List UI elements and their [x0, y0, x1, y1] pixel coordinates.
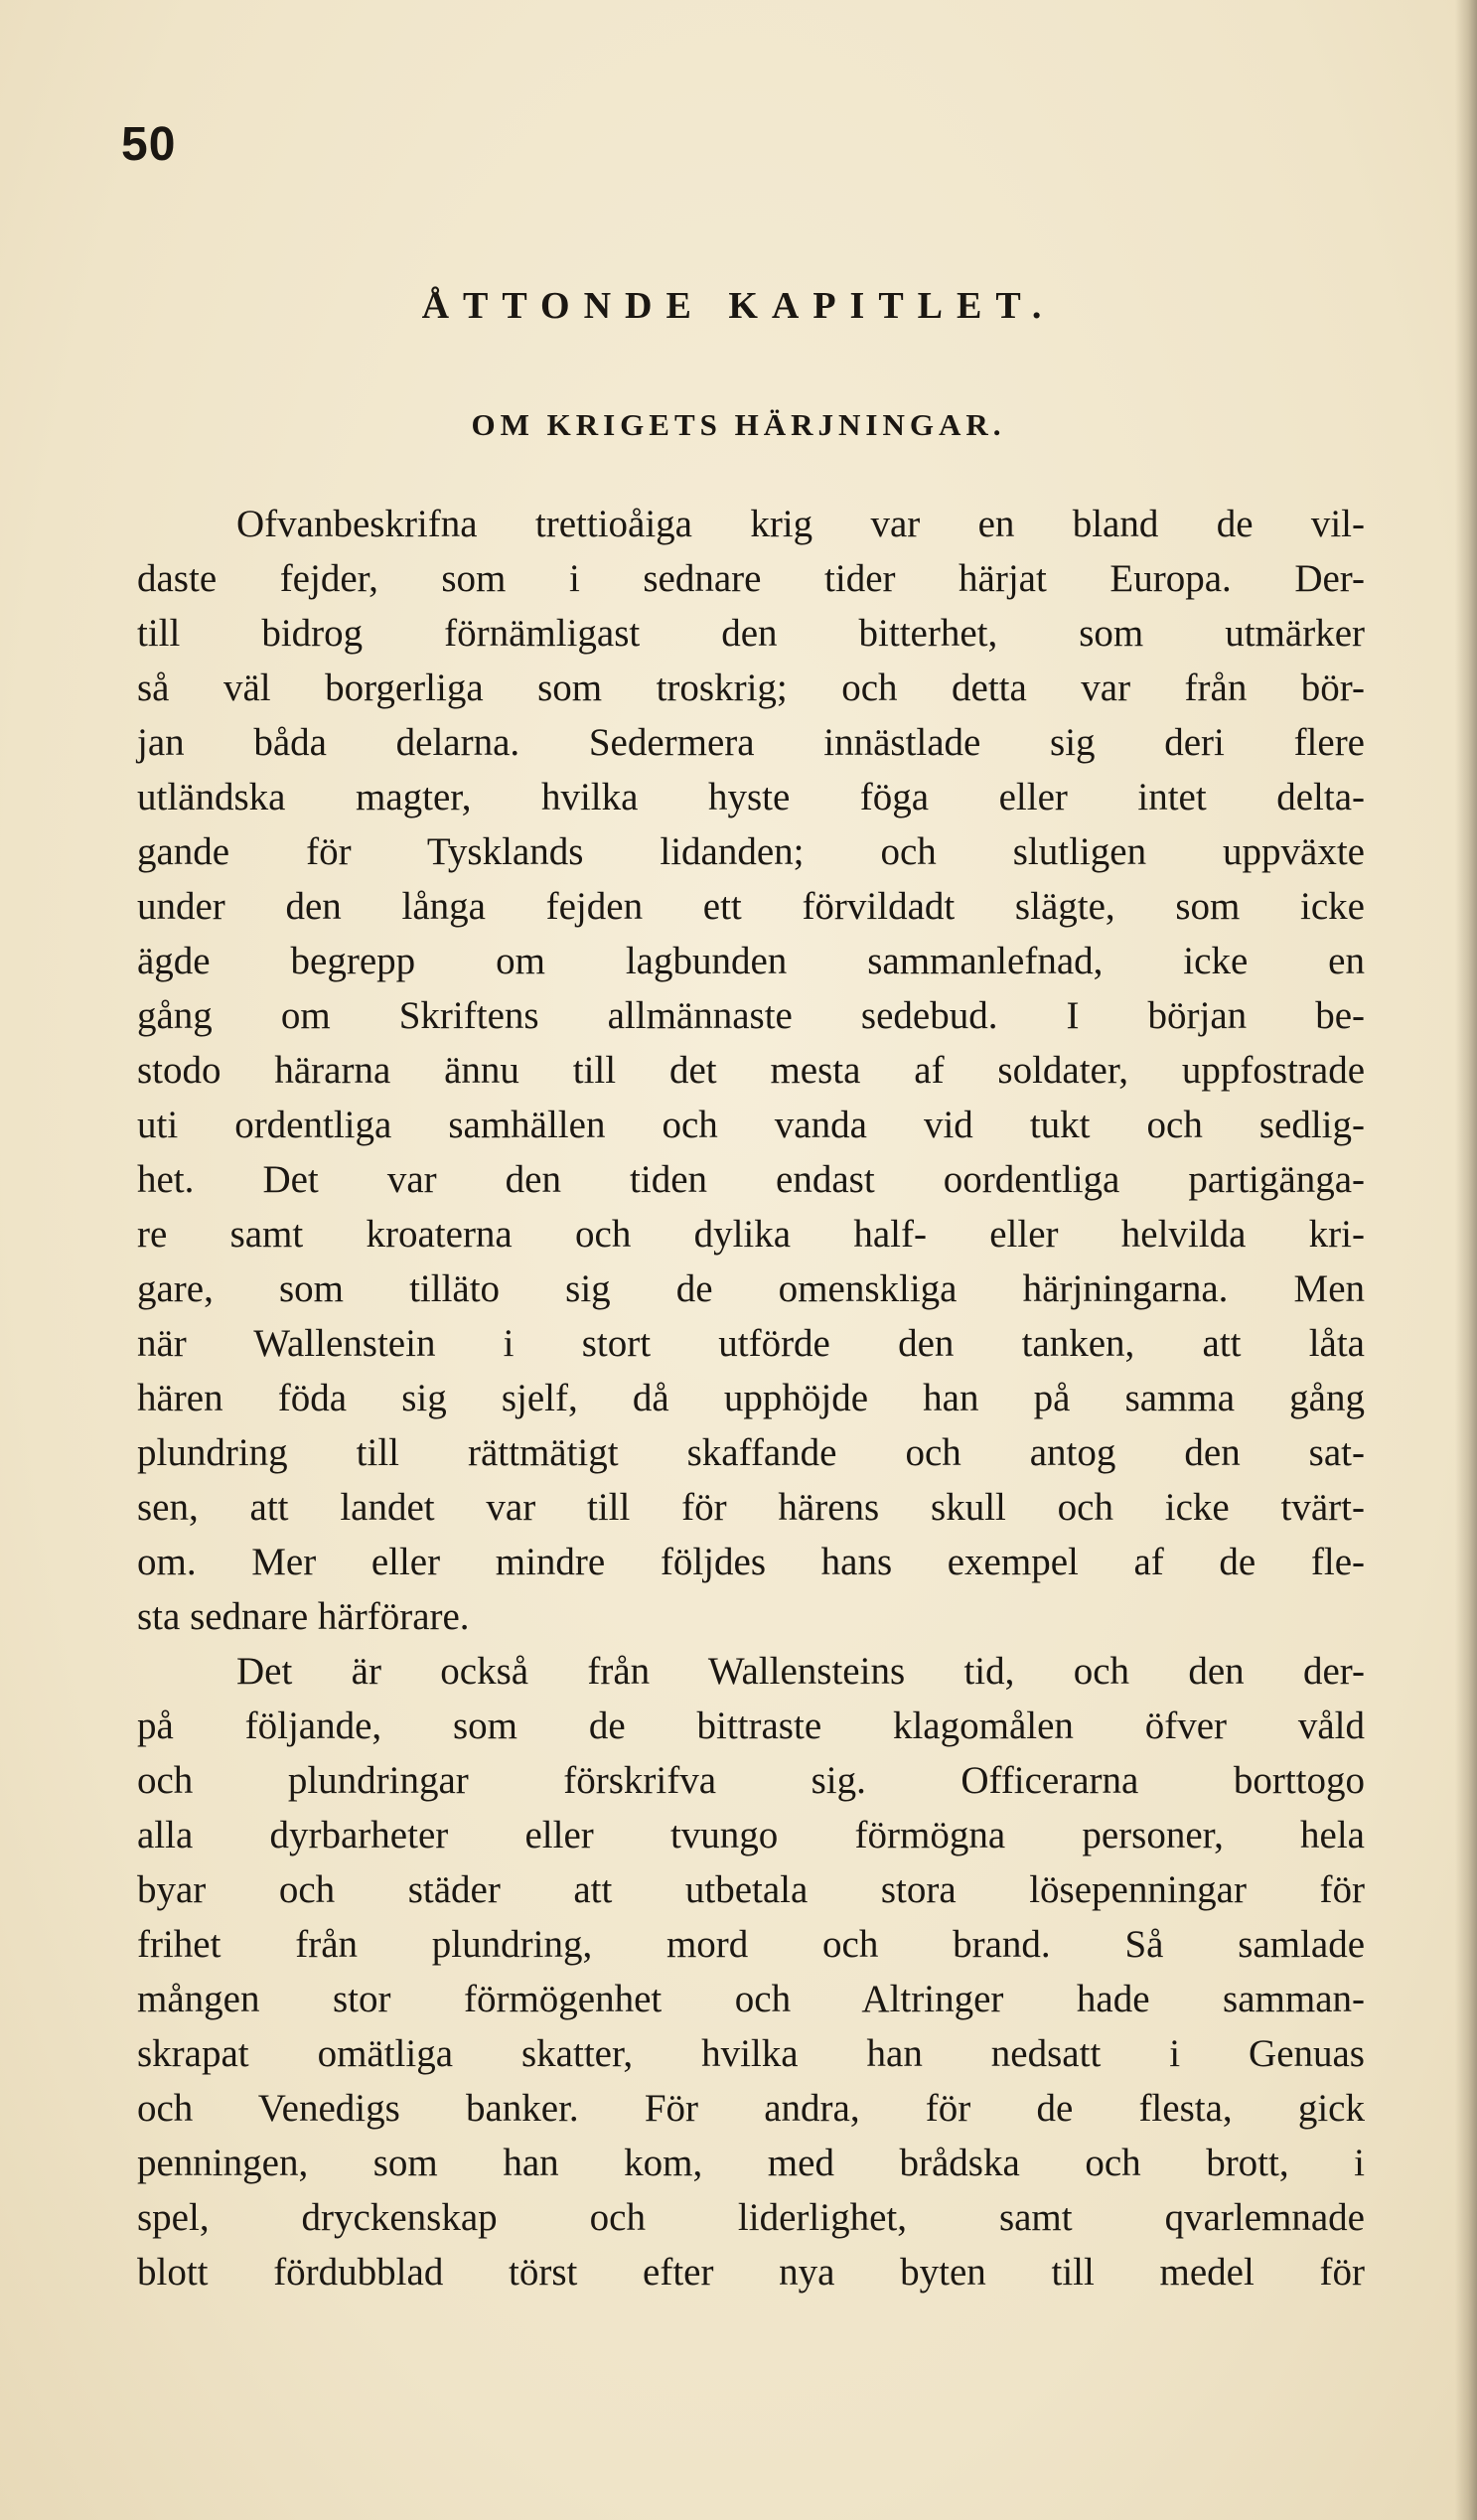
chapter-subtitle: OM KRIGETS HÄRJNINGAR.: [471, 407, 1006, 442]
page-number: 50: [121, 118, 177, 171]
text-line: och Venedigs banker. För andra, för de flesta, gick: [137, 2087, 1365, 2130]
text-line: så väl borgerliga som troskrig; och detta var från bör-: [137, 667, 1365, 709]
text-line: om. Mer eller mindre följdes hans exempel af de fle-: [137, 1541, 1365, 1583]
text-line: re samt kroaterna och dylika half- eller helvilda kri-: [137, 1213, 1365, 1256]
paragraph-1: [137, 497, 1365, 1644]
body-text: [137, 497, 1365, 2299]
text-line: penningen, som han kom, med brådska och brott, i: [137, 2142, 1365, 2184]
text-line: alla dyrbarheter eller tvungo förmögna personer, hela: [137, 1814, 1365, 1856]
text-line: het. Det var den tiden endast oordentliga partigänga-: [137, 1158, 1365, 1201]
text-line: när Wallenstein i stort utförde den tanken, att låta: [137, 1322, 1365, 1365]
text-line: Det är också från Wallensteins tid, och den der-: [236, 1650, 1365, 1693]
text-line: blott fördubblad törst efter nya byten till medel för: [137, 2251, 1365, 2294]
text-line: på följande, som de bittraste klagomålen öfver våld: [137, 1705, 1365, 1747]
text-line: sen, att landet var till för härens skull och icke tvärt-: [137, 1486, 1365, 1529]
text-line: gång om Skriftens allmännaste sedebud. I början be-: [137, 994, 1365, 1037]
paragraph-2: [137, 1644, 1365, 2299]
text-line: hären föda sig sjelf, då upphöjde han på samma gång: [137, 1377, 1365, 1419]
text-line: spel, dryckenskap och liderlighet, samt qvarlemnade: [137, 2196, 1365, 2239]
text-line: gande för Tysklands lidanden; och slutligen uppväxte: [137, 830, 1365, 873]
text-line: gare, som tilläto sig de omenskliga härjningarna. Men: [137, 1267, 1365, 1310]
text-line: och plundringar förskrifva sig. Officerarna borttogo: [137, 1759, 1365, 1802]
text-line: till bidrog förnämligast den bitterhet, som utmärker: [137, 612, 1365, 655]
text-line: under den långa fejden ett förvildadt slägte, som icke: [137, 885, 1365, 928]
text-line: skrapat omätliga skatter, hvilka han nedsatt i Genuas: [137, 2032, 1365, 2075]
text-line: byar och städer att utbetala stora lösepenningar för: [137, 1868, 1365, 1911]
text-line: Ofvanbeskrifna trettioåiga krig var en bland de vil-: [236, 503, 1365, 545]
text-line: stodo härarna ännu till det mesta af soldater, uppfostrade: [137, 1049, 1365, 1092]
text-line: ägde begrepp om lagbunden sammanlefnad, icke en: [137, 940, 1365, 982]
text-line: utländska magter, hvilka hyste föga eller intet delta-: [137, 776, 1365, 818]
text-line: sta sednare härförare.: [137, 1595, 470, 1638]
text-line: uti ordentliga samhällen och vanda vid tukt och sedlig-: [137, 1104, 1365, 1146]
text-line: jan båda delarna. Sedermera innästlade sig deri flere: [137, 721, 1365, 764]
text-line: mången stor förmögenhet och Altringer hade samman-: [137, 1978, 1365, 2020]
text-line: plundring till rättmätigt skaffande och antog den sat-: [137, 1431, 1365, 1474]
chapter-title: ÅTTONDE KAPITLET.: [421, 285, 1056, 327]
text-line: frihet från plundring, mord och brand. Så samlade: [137, 1923, 1365, 1966]
page-edge-shadow: [1455, 0, 1477, 2520]
text-line: daste fejder, som i sednare tider härjat Europa. Der-: [137, 557, 1365, 600]
